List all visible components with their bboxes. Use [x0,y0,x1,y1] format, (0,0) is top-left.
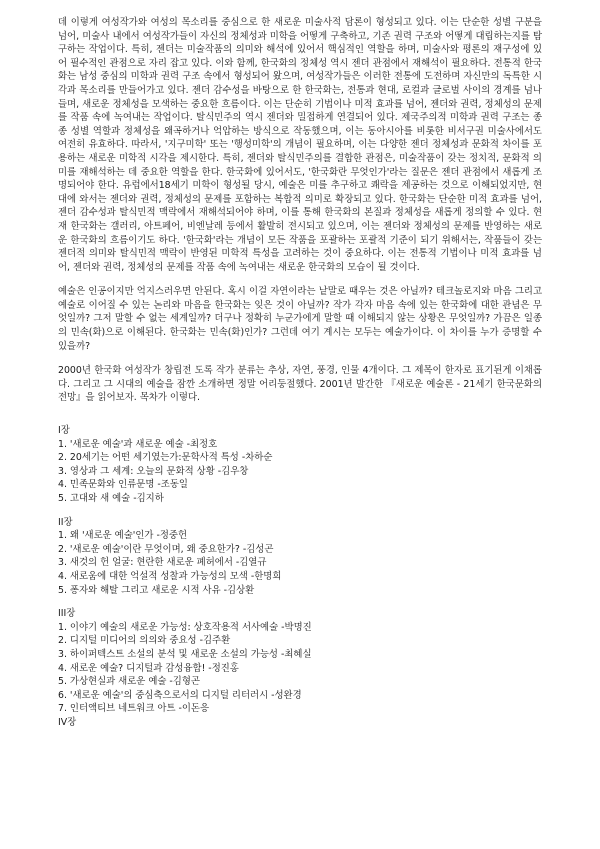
chapter-1 [58,424,542,506]
chapter-4 [58,716,542,730]
chapter-2 [58,516,542,598]
chapter-title: II장 [58,516,73,528]
chapter-list [58,438,542,506]
list-item: 4. 새로움에 대한 억설적 성찰과 가능성의 모색 -한명희 [58,570,282,582]
body-paragraph-3: 2000년 한국화 여성작가 창립전 도록 작가 분류는 추상, 자연, 풍경, 인물 4개이다. 그 제목이 한자로 표기된게 이채롭다. 그리고 그 시대의 예술을 잠깐 소개하면 정말 어리둥절했다. 2001년 발간한 『새로운 예술론 - 21세기 한국문화의 전망』을 읽어보자. 목차가 이렇다. [58,365,542,404]
chapter-title: IV장 [58,716,77,728]
list-item: 3. 영상과 그 세계: 오늘의 문화적 상황 -김우창 [58,465,249,477]
list-item: 5. 가상현실과 새로운 예술 -김형곤 [58,676,200,688]
list-item: 3. 하이퍼텍스트 소설의 분석 및 새로운 소설의 가능성 -최혜실 [58,648,312,660]
list-item: 3. 새것의 헌 얼굴: 현란한 새로운 폐허에서 -김열규 [58,557,267,569]
list-item: 2. 20세기는 어떤 세기였는가:문학사적 특성 -차하순 [58,452,273,464]
chapter-title: III장 [58,608,76,620]
list-item: 1. 이야기 예술의 새로운 가능성: 상호작용적 서사예술 -박명진 [58,621,312,633]
list-item: 6. '새로운 예술'의 중심축으로서의 디지털 리터러시 -성완경 [58,689,302,701]
list-item: 1. 왜 '새로운 예술'인가 -정중헌 [58,530,188,542]
chapter-title: I장 [58,425,70,437]
list-item: 5. 퐁자와 해탈 그리고 새로운 시적 사유 -김상환 [58,584,255,596]
spacer [58,416,542,424]
chapter-3 [58,607,542,716]
list-item: 5. 고대와 새 예술 -김지하 [58,493,164,504]
list-item: 2. 디지털 미디어의 의의와 중요성 -김주환 [58,635,231,647]
body-paragraph-1: 데 이렇게 여성작가와 여성의 목소리를 중심으로 한 새로운 미술사적 담론이 형성되고 있다. 이는 단순한 성별 구분을 넘어, 미술사 내에서 여성작가들이 자신의 정체성과 미학을 어떻게 구축하고, 기존 권력 구조와 어떻게 대립하는지를 탐구하는 작업이다. 특히, 젠더는 미술작품의 의미와 해석에 있어서 핵심적인 역할을 하며, 미술사와 평론의 재구성에 있어 필수적인 관점으로 자리 잡고 있다. 이와 함께, 한국화의 정체성 역시 젠더 관점에서 재해석이 필요하다. 전통적 한국화는 남성 중심의 미학과 권력 구조 속에서 형성되어 왔으며, 여성작가들은 이러한 전통에 도전하며 자신만의 독특한 시각과 목소리를 만들어가고 있다. 젠더 감수성을 바탕으로 한 한국화는, 전통과 현대, 로컬과 글로벌 사이의 경계를 넘나들며, 새로운 정체성을 모색하는 중요한 흐름이다. 이는 단순히 기법이나 미적 효과를 넘어, 젠더와 권력, 정체성의 문제를 작품 속에 녹여내는 작업이다. 탈식민주의 역시 젠더와 밀접하게 연결되어 있다. 제국주의적 미학과 권력 구조는 종종 성별 역할과 정체성을 왜곡하거나 억압하는 방식으로 작동했으며, 이는 동아시아를 비롯한 비서구권 미술사에서도 여전히 유효하다. 따라서, '지구미학' 또는 '행성미학'의 개념이 필요하며, 이는 다양한 젠더 정체성과 문화적 차이를 포용하는 새로운 미학적 시각을 제시한다. 특히, 젠더와 탈식민주의를 결합한 관점은, 미술작품이 갖는 정치적, 문화적 의미를 재해석하는 데 중요한 역할을 한다. 한국화에 있어서도, '한국화란 무엇인가'라는 질문은 젠더 관점에서 새롭게 조명되어야 한다. 유럽에서18세기 미학이 형성될 당시, 예술은 미를 추구하고 쾌락을 제공하는 것으로 이해되었지만, 현대에 와서는 젠더와 권력, 정체성의 문제를 포함하는 복합적 의미로 확장되고 있다. 한국화는 단순한 미적 효과를 넘어, 젠더 감수성과 탈식민적 맥락에서 재해석되어야 하며, 이를 통해 한국화의 본질과 정체성을 새롭게 정의할 수 있다. 현재 한국화는 갤러리, 아트페어, 비엔날레 등에서 활발히 전시되고 있으며, 이는 젠더와 정체성의 문제를 반영하는 새로운 한국화의 흐름이기도 하다. '한국화'라는 개념이 모든 작품을 포괄하는 포괄적 기준이 되기 위해서는, 작품들이 갖는 젠더적 의미와 탈식민적 맥락이 반영된 미학적 특성을 고려하는 것이 중요하다. 이는 전통적 기법이나 미적 효과를 넘어, 젠더와 권력, 정체성의 문제를 작품 속에 녹여내는 새로운 한국화의 모습이 될 것이다. [58,17,542,273]
body-paragraph-2: 예술은 인공이지만 억지스러우면 안된다. 혹시 이걸 자연이라는 낱말로 때우는 것은 아닐까? 테크놀로지와 마음 그리고 예술로 이어질 수 있는 논리와 마음을 한국화는 잊은 것이 아닐까? 작가 각자 마음 속에 있는 한국화에 대한 관념은 무엇일까? 그저 말할 수 없는 세계일까? 더구나 정확히 누군가에게 말할 때 이해되지 않는 상황은 무엇일까? 가끔은 일종의 민속(화)으로 이해된다. 한국화는 민속(화)인가? 그런데 여기 계시는 모두는 예술가이다. 이 차이를 누가 증명할 수 있을까? [58,286,542,352]
list-item: 4. 민족문화와 인류문명 -조동일 [58,479,188,491]
list-item: 1. '새로운 예술'과 새로운 예술 -최정호 [58,438,218,450]
list-item: 4. 새로운 예술? 디지털과 감성융합! -정진홍 [58,662,239,674]
chapter-list [58,529,542,597]
list-item: 2. '새로운 예술'이란 무엇이며, 왜 중요한가? -김성곤 [58,543,274,555]
chapter-list [58,621,542,716]
list-item: 7. 인터액티브 네트워크 아트 -이돈응 [58,703,210,715]
